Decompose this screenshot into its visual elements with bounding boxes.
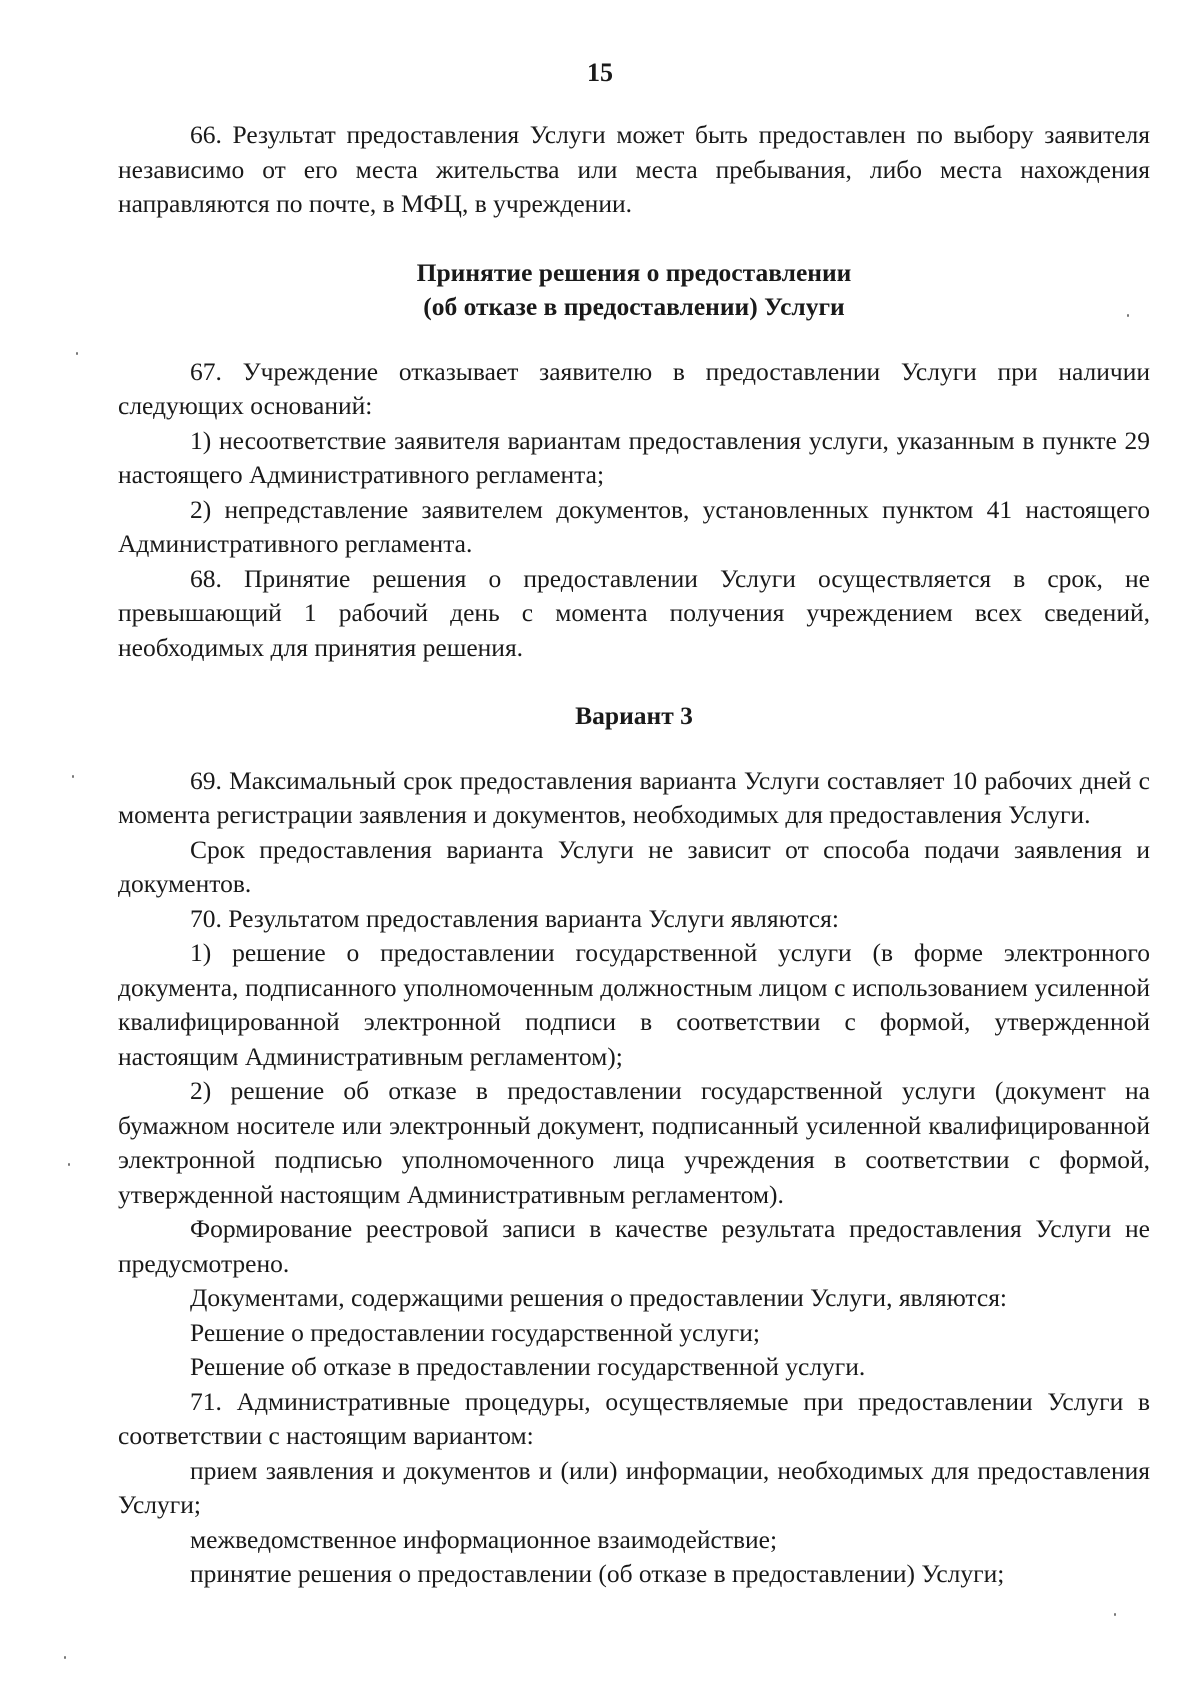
- paragraph-66: 66. Результат предоставления Услуги может быть предоставлен по выбору заявителя независимо от его места жительства или места пребывания, либо места нахождения направляются по почте, в МФЦ, в учреждении.: [118, 120, 1150, 218]
- paragraph-70: 70. Результатом предоставления варианта Услуги являются:: [190, 903, 839, 933]
- document-body: [118, 118, 1150, 1592]
- paragraph-71-item-2: межведомственное информационное взаимодействие;: [190, 1524, 778, 1554]
- paragraph-67: 67. Учреждение отказывает заявителю в предоставлении Услуги при наличии следующих оснований:: [118, 356, 1150, 420]
- paragraph-71-item-3: принятие решения о предоставлении (об отказе в предоставлении) Услуги;: [190, 1559, 1005, 1588]
- paragraph-71-item-1: прием заявления и документов и (или) информации, необходимых для предоставления Услуги;: [118, 1455, 1150, 1519]
- section-heading-line-2: (об отказе в предоставлении) Услуги: [423, 292, 845, 321]
- scan-speck: [1127, 314, 1129, 317]
- paragraph-69: 69. Максимальный срок предоставления варианта Услуги составляет 10 рабочих дней с момента регистрации заявления и документов, необходимых для предоставления Услуги.: [118, 765, 1150, 829]
- paragraph-67-item-1: 1) несоответствие заявителя вариантам предоставления услуги, указанным в пункте 29 настоящего Административного регламента;: [118, 425, 1150, 489]
- section-heading-line-1: Принятие решения о предоставлении: [416, 257, 852, 287]
- paragraph-decision-grant: Решение о предоставлении государственной услуги;: [190, 1317, 760, 1347]
- scan-speck: [72, 775, 74, 778]
- scan-speck: [1114, 1613, 1116, 1616]
- paragraph-69-term: Срок предоставления варианта Услуги не зависит от способа подачи заявления и документов.: [118, 834, 1150, 898]
- section-heading-variant-3: Вариант 3: [575, 701, 693, 730]
- scan-speck: [76, 352, 78, 355]
- paragraph-71: 71. Административные процедуры, осуществляемые при предоставлении Услуги в соответствии с настоящим вариантом:: [118, 1386, 1150, 1450]
- scan-speck: [68, 1163, 70, 1166]
- paragraph-registry-record: Формирование реестровой записи в качестве результата предоставления Услуги не предусмотрено.: [118, 1214, 1150, 1278]
- paragraph-decision-refusal: Решение об отказе в предоставлении государственной услуги.: [190, 1352, 866, 1381]
- paragraph-70-item-2: 2) решение об отказе в предоставлении государственной услуги (документ на бумажном носителе или электронный документ, подписанный усиленной квалифицированной электронной подписью уполномоченного лица учреждения в соответствии с формой, утвержденной настоящим Административным регламентом).: [118, 1076, 1150, 1209]
- scan-speck: [64, 1656, 66, 1659]
- paragraph-decision-documents: Документами, содержащими решения о предоставлении Услуги, являются:: [190, 1283, 1008, 1312]
- paragraph-67-item-2: 2) непредставление заявителем документов, установленных пунктом 41 настоящего Административного регламента.: [118, 494, 1150, 558]
- section-heading-decision: [118, 256, 1150, 325]
- page-number: 15: [587, 58, 613, 87]
- paragraph-70-item-1: 1) решение о предоставлении государственной услуги (в форме электронного документа, подписанного уполномоченным должностным лицом с использованием усиленной квалифицированной электронной подписи в соответствии с формой, утвержденной настоящим Административным регламентом);: [118, 938, 1150, 1071]
- paragraph-68: 68. Принятие решения о предоставлении Услуги осуществляется в срок, не превышающий 1 рабочий день с момента получения учреждением всех сведений, необходимых для принятия решения.: [118, 563, 1150, 662]
